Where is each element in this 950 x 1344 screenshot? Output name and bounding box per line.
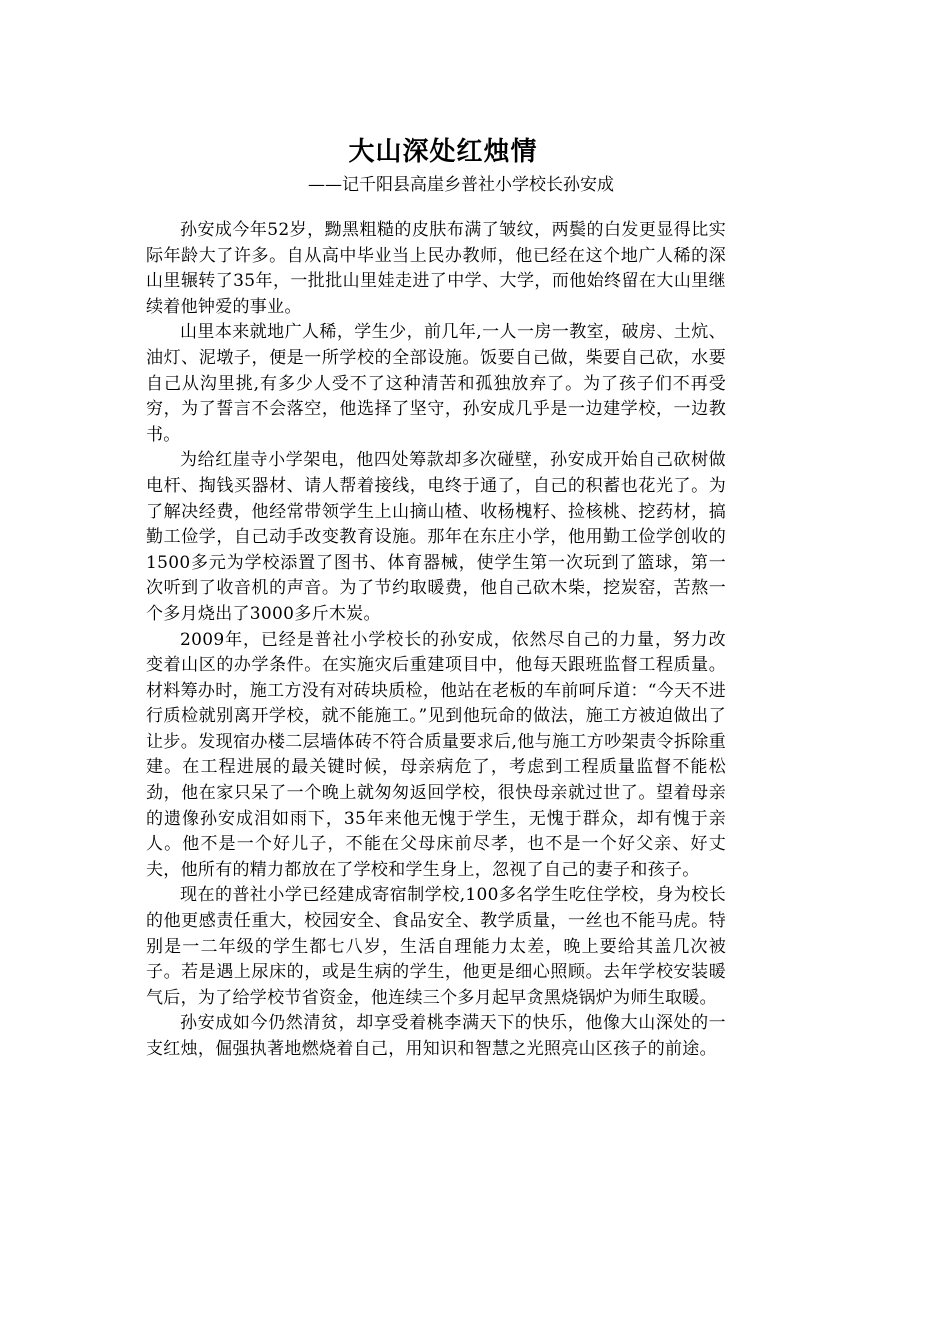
paragraph-5: 现在的普社小学已经建成寄宿制学校,100多名学生吃住学校，身为校长的他更感责任重大，校园安全、食品安全、教学质量，一丝也不能马虎。特别是一二年级的学生都七八岁，生活自理能力太差，晚上要给其盖几次被子。若是遇上尿床的，或是生病的学生，他更是细心照顾。去年学校安装暖气后，为了给学校节省资金，他连续三个多月起早贪黑烧锅炉为师生取暖。: [146, 885, 726, 1008]
paragraph-2: 山里本来就地广人稀，学生少，前几年,一人一房一教室，破房、土炕、油灯、泥墩子，便是一所学校的全部设施。饭要自己做，柴要自己砍，水要自己从沟里挑,有多少人受不了这种清苦和孤独放弃了。为了孩子们不再受穷，为了誓言不会落空，他选择了坚守，孙安成几乎是一边建学校，一边教书。: [146, 322, 726, 445]
article-title: 大山深处红烛情: [348, 137, 538, 167]
paragraph-4: 2009年，已经是普社小学校长的孙安成，依然尽自己的力量，努力改变着山区的办学条件。在实施灾后重建项目中，他每天跟班监督工程质量。材料筹办时，施工方没有对砖块质检，他站在老板的车前呵斥道：“今天不进行质检就别离开学校，就不能施工。”见到他玩命的做法，施工方被迫做出了让步。发现宿办楼二层墙体砖不符合质量要求后,他与施工方吵架责令拆除重建。在工程进展的最关键时候，母亲病危了，考虑到工程质量监督不能松劲，他在家只呆了一个晚上就匆匆返回学校，很快母亲就过世了。望着母亲的遗像孙安成泪如雨下，35年来他无愧于学生，无愧于群众，却有愧于亲人。他不是一个好儿子，不能在父母床前尽孝，也不是一个好父亲、好丈夫，他所有的精力都放在了学校和学生身上，忽视了自己的妻子和孩子。: [146, 629, 726, 880]
paragraph-1: 孙安成今年52岁，黝黑粗糙的皮肤布满了皱纹，两鬓的白发更显得比实际年龄大了许多。自从高中毕业当上民办教师，他已经在这个地广人稀的深山里辗转了35年，一批批山里娃走进了中学、大学，而他始终留在大山里继续着他钟爱的事业。: [146, 220, 726, 317]
paragraph-6: 孙安成如今仍然清贫，却享受着桃李满天下的快乐，他像大山深处的一支红烛，倔强执著地燃烧着自己，用知识和智慧之光照亮山区孩子的前途。: [146, 1013, 726, 1059]
paragraph-3: 为给红崖寺小学架电，他四处筹款却多次碰壁，孙安成开始自己砍树做电杆、掏钱买器材、请人帮着接线，电终于通了，自己的积蓄也花光了。为了解决经费，他经常带领学生上山摘山楂、收杨槐籽、捡核桃、挖药材，搞勤工俭学，自己动手改变教育设施。那年在东庄小学，他用勤工俭学创收的1500多元为学校添置了图书、体育器械，使学生第一次玩到了篮球，第一次听到了收音机的声音。为了节约取暖费，他自己砍木柴，挖炭窑，苦熬一个多月烧出了3000多斤木炭。: [146, 450, 726, 624]
article: [146, 132, 726, 1063]
article-subtitle: ——记千阳县高崖乡普社小学校长孙安成: [308, 175, 614, 195]
